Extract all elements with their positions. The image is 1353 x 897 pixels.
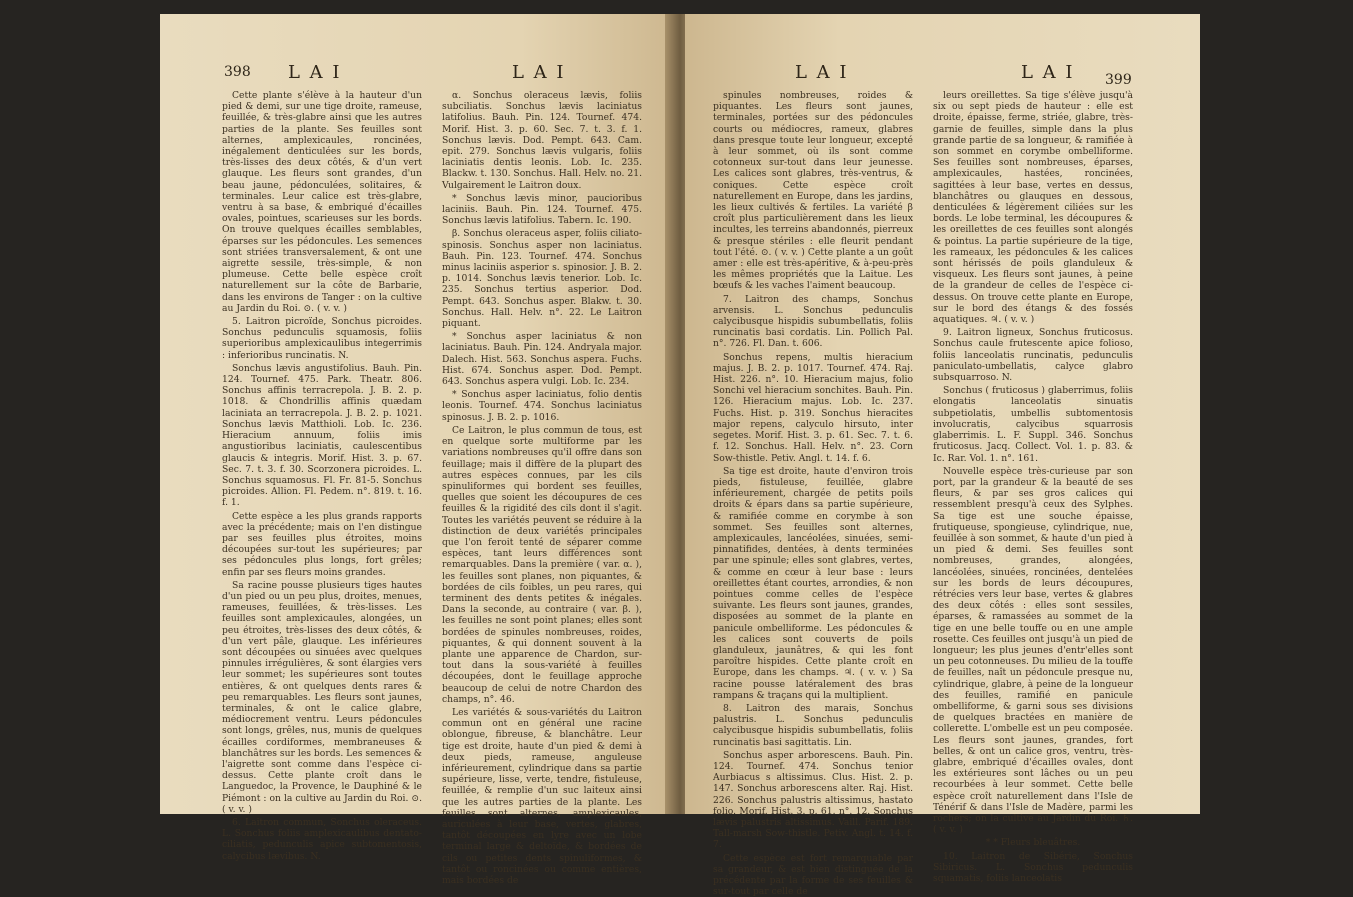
right-column-1 <box>713 90 913 897</box>
running-head-right-2: L A I <box>1021 62 1075 83</box>
paragraph: * Sonchus lævis minor, paucioribus laciniis. Bauh. Pin. 124. Tournef. 475. Sonchus lævis latifolius. Tabern. Ic. 190. <box>442 192 642 227</box>
running-head-left-1: L A I <box>288 62 342 83</box>
paragraph: * Sonchus asper laciniatus & non laciniatus. Bauh. Pin. 124. Andryala major. Dalech. Hist. 563. Sonchus aspera. Fuchs. Hist. 674. Sonchus asper. Dod. Pempt. 643. Sonchus aspera vulgi. Lob. Ic. 234. <box>442 331 642 388</box>
page-number-left: 398 <box>224 64 251 80</box>
paragraph: Sonchus repens, multis hieracium majus. J. B. 2. p. 1017. Tournef. 474. Raj. Hist. 226. n°. 10. Hieracium majus, folio Sonchi vel hieracium sonchites. Bauh. Pin. 126. Hieracium majus. Lob. Ic. 237. Fuchs. Hist. p. 319. Sonchus hieracites major repens, calyculo hirsuto, inter segetes. Morif. Hist. 3. p. 61. Sec. 7. t. 6. f. 12. Sonchus. Hall. Helv. n°. 23. Corn Sow-thistle. Petiv. Angl. t. 14. f. 6. <box>713 351 913 464</box>
paragraph: β. Sonchus oleraceus asper, foliis ciliato-spinosis. Sonchus asper non laciniatus. Bauh. Pin. 123. Tournef. 474. Sonchus minus laciniis asperior s. spinosior. J. B. 2. p. 1014. Sonchus lævis tenerior. Lob. Ic. 235. Sonchus tertius asperior. Dod. Pempt. 643. Sonchus asper. Blakw. t. 30. Sonchus. Hall. Helv. n°. 22. Le Laitron piquant. <box>442 228 642 330</box>
paragraph: Sa racine pousse plusieurs tiges hautes d'un pied ou un peu plus, droites, menues, rameuses, feuillées, & très-lisses. Les feuilles sont amplexicaules, alongées, un peu étroites, très-lisses des deux côtés, & d'un vert pâle, glauque. Les inférieures sont découpées ou sinuées avec quelques pinnules irrégulières, & sont élargies vers leur sommet; les supérieures sont toutes entières, & ont quelques dents rares & peu remarquables. Les fleurs sont jaunes, terminales, & ont le calice glabre, médiocrement ventru. Leurs pédoncules sont longs, grêles, nus, munis de quelques écailles cordiformes, membraneuses & blanchâtres sur les bords. Les semences & l'aigrette sont comme dans l'espèce ci-dessus. Cette plante croît dans le Languedoc, la Provence, le Dauphiné & le Piémont : on la cultive au Jardin du Roi. ⊙. ( v. v. ) <box>222 579 422 815</box>
paragraph: Sonchus lævis angustifolius. Bauh. Pin. 124. Tournef. 475. Park. Theatr. 806. Sonchus affinis terracrepola. J. B. 2. p. 1018. & Chondrillis affinis quædam laciniata an terracrepola. J. B. 2. p. 1021. Sonchus lævis Matthioli. Lob. Ic. 236. Hieracium annuum, foliis imis angustioribus laciniatis, caulescentibus glaucis & integris. Morif. Hist. 3. p. 67. Sec. 7. t. 3. f. 30. Scorzonera picroides. L. Sonchus squamosus. Fl. Fr. 81-5. Sonchus picroides. Allion. Fl. Pedem. n°. 819. t. 16. f. 1. <box>222 362 422 509</box>
paragraph: Sonchus asper arborescens. Bauh. Pin. 124. Tournef. 474. Sonchus tenior Aurbiacus s altissimus. Clus. Hist. 2. p. 147. Sonchus arborescens alter. Raj. Hist. 226. Sonchus palustris altissimus, hastato folio. Morif. Hist. 3. p. 61. n°. 12. Sonchus lævis palustris altissimus. Vaill. Parif. 189. Tall-marsh Sow-thistle. Petiv. Angl. t. 14. f. 7. <box>713 749 913 851</box>
paragraph: Ce Laitron, le plus commun de tous, est en quelque sorte multiforme par les variations nombreuses qu'il offre dans son feuillage; mais il diffère de la plupart des autres espèces connues, par les cils spinuliformes qui bordent ses feuilles, quelles que soient les découpures de ces feuilles & la rigidité des cils dont il s'agit. Toutes les variétés peuvent se réduire à la distinction de deux variétés principales que l'on feroit tenté de séparer comme espèces, tant leurs différences sont remarquables. Dans la première ( var. α. ), les feuilles sont planes, non piquantes, & bordées de cils foibles, un peu rares, qui terminent des dents petites & inégales. Dans la seconde, au contraire ( var. β. ), les feuilles ne sont point planes; elles sont bordées de spinules nombreuses, roides, piquantes, & qui donnent souvent à la plante une apparence de Chardon, sur-tout dans la sous-variété à feuilles découpées, dont le feuillage approche beaucoup de celui de notre Chardon des champs, n°. 46. <box>442 424 642 705</box>
paragraph: 10. Laitron de Sibérie, Sonchus Sibiricus. L. Sonchus pedunculis squamatis, foliis lanceolatis <box>933 850 1133 885</box>
paragraph: 5. Laitron picroïde, Sonchus picroides. Sonchus pedunculis squamosis, foliis superioribus amplexicaulibus integerrimis : inferioribus runcinatis. N. <box>222 316 422 361</box>
section-heading: * * Fleurs bleuâtres. <box>985 837 1081 849</box>
open-book <box>160 14 1200 897</box>
left-page <box>160 14 675 887</box>
paragraph: Cette espèce a les plus grands rapports avec la précédente; mais on l'en distingue par ses feuilles plus étroites, moins découpées sur-tout les supérieures; par ses pédoncules plus longs, fort grêles; enfin par ses fleurs moins grandes. <box>222 510 422 578</box>
paragraph: Sa tige est droite, haute d'environ trois pieds, fistuleuse, feuillée, glabre inférieurement, chargée de petits poils droits & épars dans sa partie supérieure, & ramifiée comme en corymbe à son sommet. Ses feuilles sont alternes, amplexicaules, lancéolées, sinuées, semi-pinnatifides, dentées, à dents terminées par une spinule; elles sont glabres, vertes, & comme en cœur à leur base : leurs oreillettes étant courtes, arrondies, & non pointues comme celles de l'espèce suivante. Les fleurs sont jaunes, grandes, disposées au sommet de la plante en panicule ombelliforme. Les pédoncules & les calices sont couverts de poils glanduleux, jaunâtres, & qui les font paroître hispides. Cette plante croît en Europe, dans les champs. ♃. ( v. v. ) Sa racine pousse latéralement des bras rampans & traçans qui la multiplient. <box>713 465 913 701</box>
left-column-2 <box>442 90 642 887</box>
paragraph: α. Sonchus oleraceus lævis, foliis subciliatis. Sonchus lævis laciniatus latifolius. Bauh. Pin. 124. Tournef. 474. Morif. Hist. 3. p. 60. Sec. 7. t. 3. f. 1. Sonchus lævis. Dod. Pempt. 643. Cam. epit. 279. Sonchus lævis vulgaris, foliis laciniatis dentis leonis. Lob. Ic. 235. Blackw. t. 130. Sonchus. Hall. Helv. no. 21. Vulgairement le Laitron doux. <box>442 90 642 191</box>
running-head-right-1: L A I <box>795 62 849 83</box>
running-head-left-2: L A I <box>512 62 566 83</box>
left-column-1 <box>222 90 422 862</box>
paragraph: Les variétés & sous-variétés du Laitron commun ont en général une racine oblongue, fibreuse, & blanchâtre. Leur tige est droite, haute d'un pied & demi à deux pieds, rameuse, anguleuse inférieurement, cylindrique dans sa partie supérieure, lisse, verte, tendre, fistuleuse, feuillée, & remplie d'un suc laiteux ainsi que les autres parties de la plante. Les feuilles sont alternes, amplexicaules, auriculées à leur base, vertes, glabres, tantôt découpées en lyre avec un lobe terminal large & deltoïde, & bordées de cils ou petites dents spinuliformes, & tantôt ou roncinées ou comme entières, mais bordées de <box>442 706 642 887</box>
paragraph: 9. Laitron ligneux, Sonchus fruticosus. Sonchus caule frutescente apice folioso, foliis lanceolatis runcinatis, pedunculis paniculato-umbellatis, calyce glabro subsquarroso. N. <box>933 327 1133 384</box>
page-number-right: 399 <box>1105 72 1132 88</box>
right-column-2 <box>933 90 1133 885</box>
right-page <box>685 14 1200 897</box>
paragraph: spinules nombreuses, roides & piquantes. Les fleurs sont jaunes, terminales, portées sur des pédoncules courts ou médiocres, rameux, glabres dans presque toute leur longueur, excepté à leur sommet, où ils sont comme cotonneux sur-tout dans leur jeunesse. Les calices sont glabres, très-ventrus, & coniques. Cette espèce croît naturellement en Europe, dans les jardins, les lieux cultivés & fertiles. La variété β croît plus particulièrement dans les lieux incultes, les terreins abandonnés, pierreux & presque stériles : elle fleurit pendant tout l'été. ⊙. ( v. v. ) Cette plante a un goût amer : elle est très-apéritive, & à-peu-près les mêmes propriétés que la Laitue. Les bœufs & les vaches l'aiment beaucoup. <box>713 90 913 292</box>
right-running-head <box>685 62 1200 88</box>
paragraph: 8. Laitron des marais, Sonchus palustris. L. Sonchus pedunculis calycibusque hispidis subumbellatis, foliis runcinatis basi sagittatis. Lin. <box>713 702 913 748</box>
paragraph: * Sonchus asper laciniatus, folio dentis leonis. Tournef. 474. Sonchus laciniatus spinosus. J. B. 2. p. 1016. <box>442 389 642 423</box>
paragraph: Nouvelle espèce très-curieuse par son port, par la grandeur & la beauté de ses fleurs, & par ses gros calices qui ressemblent presqu'à ceux des Sylphes. Sa tige est une souche épaisse, frutiqueuse, spongieuse, cylindrique, nue, feuillée à son sommet, & haute d'un pied à un pied & demi. Ses feuilles sont nombreuses, grandes, alongées, lancéolées, sinuées, roncinées, dentelées sur les bords de leurs découpures, rétrécies vers leur base, vertes & glabres des deux côtés : elles sont sessiles, éparses, & ramassées au sommet de la tige en une belle touffe ou en une ample rosette. Ces feuilles ont jusqu'à un pied de longueur; les plus jeunes d'entr'elles sont un peu cotonneuses. Du milieu de la touffe de feuilles, naît un pédoncule presque nu, cylindrique, glabre, à peine de la longueur des feuilles, ramifié en panicule ombelliforme, & garni sous ses divisions de quelques bractées en manière de collerette. L'ombelle est un peu composée. Les fleurs sont jaunes, grandes, fort belles, & ont un calice gros, ventru, très-glabre, embriqué d'écailles ovales, dont les extérieures sont lâches ou un peu recourbées à leur sommet. Cette belle espèce croît naturellement dans l'Isle de Ténérif & dans l'Isle de Madère, parmi les rochers; on la cultive au Jardin du Roi. ♄. ( v. v. ) <box>933 465 1133 836</box>
left-running-head <box>160 62 675 84</box>
paragraph: Cette espèce est fort remarquable par sa grandeur, & est bien distinguée de la précédente par la forme de ses feuilles & sur-tout par celle de <box>713 852 913 897</box>
paragraph: Cette plante s'élève à la hauteur d'un pied & demi, sur une tige droite, rameuse, feuillée, & très-glabre ainsi que les autres parties de la plante. Ses feuilles sont alternes, amplexicaules, roncinées, inégalement denticulées sur les bords, très-lisses des deux côtés, & d'un vert glauque. Les fleurs sont grandes, d'un beau jaune, pédonculées, solitaires, & terminales. Leur calice est très-glabre, ventru à sa base, & embriqué d'écailles ovales, pointues, scarieuses sur les bords. On trouve quelques écailles semblables, éparses sur les pédoncules. Les semences sont striées transversalement, & ont une aigrette sessile, très-simple, & non plumeuse. Cette belle espèce croît naturellement sur la côte de Barbarie, dans les environs de Tanger : on la cultive au Jardin du Roi. ⊙. ( v. v. ) <box>222 90 422 314</box>
paragraph: Sonchus ( fruticosus ) glaberrimus, foliis elongatis lanceolatis sinuatis subpetiolatis, umbellis subtomentosis involucratis, calycibus squarrosis glaberrimis. L. F. Suppl. 346. Sonchus fruticosus. Jacq. Collect. Vol. 1. p. 83. & Ic. Rar. Vol. 1. n°. 161. <box>933 385 1133 464</box>
paragraph: 6. Laitron commun, Sonchus oleraceus. L. Sonchus foliis amplexicaulibus dentato-ciliatis, pedunculis apice subtomentosis, calycibus lævibus. N. <box>222 817 422 862</box>
paragraph: 7. Laitron des champs, Sonchus arvensis. L. Sonchus pedunculis calycibusque hispidis subumbellatis, foliis runcinatis basi cordatis. Lin. Pollich Pal. n°. 726. Fl. Dan. t. 606. <box>713 293 913 350</box>
paragraph: leurs oreillettes. Sa tige s'élève jusqu'à six ou sept pieds de hauteur : elle est droite, épaisse, ferme, striée, glabre, très-garnie de feuilles, simple dans la plus grande partie de sa longueur, & ramifiée à son sommet en corymbe ombelliforme. Ses feuilles sont nombreuses, éparses, amplexicaules, hastées, roncinées, sagittées à leur base, vertes en dessus, blanchâtres ou glauques en dessous, denticulées & légèrement ciliées sur les bords. Le lobe terminal, les découpures & les oreillettes de ces feuilles sont alongés & pointus. La partie supérieure de la tige, les rameaux, les pédoncules & les calices sont hérissés de poils glanduleux & visqueux. Les fleurs sont jaunes, à peine de la grandeur de celles de l'espèce ci-dessus. On trouve cette plante en Europe, sur le bord des étangs & des fossés aquatiques. ♃. ( v. v. ) <box>933 90 1133 326</box>
